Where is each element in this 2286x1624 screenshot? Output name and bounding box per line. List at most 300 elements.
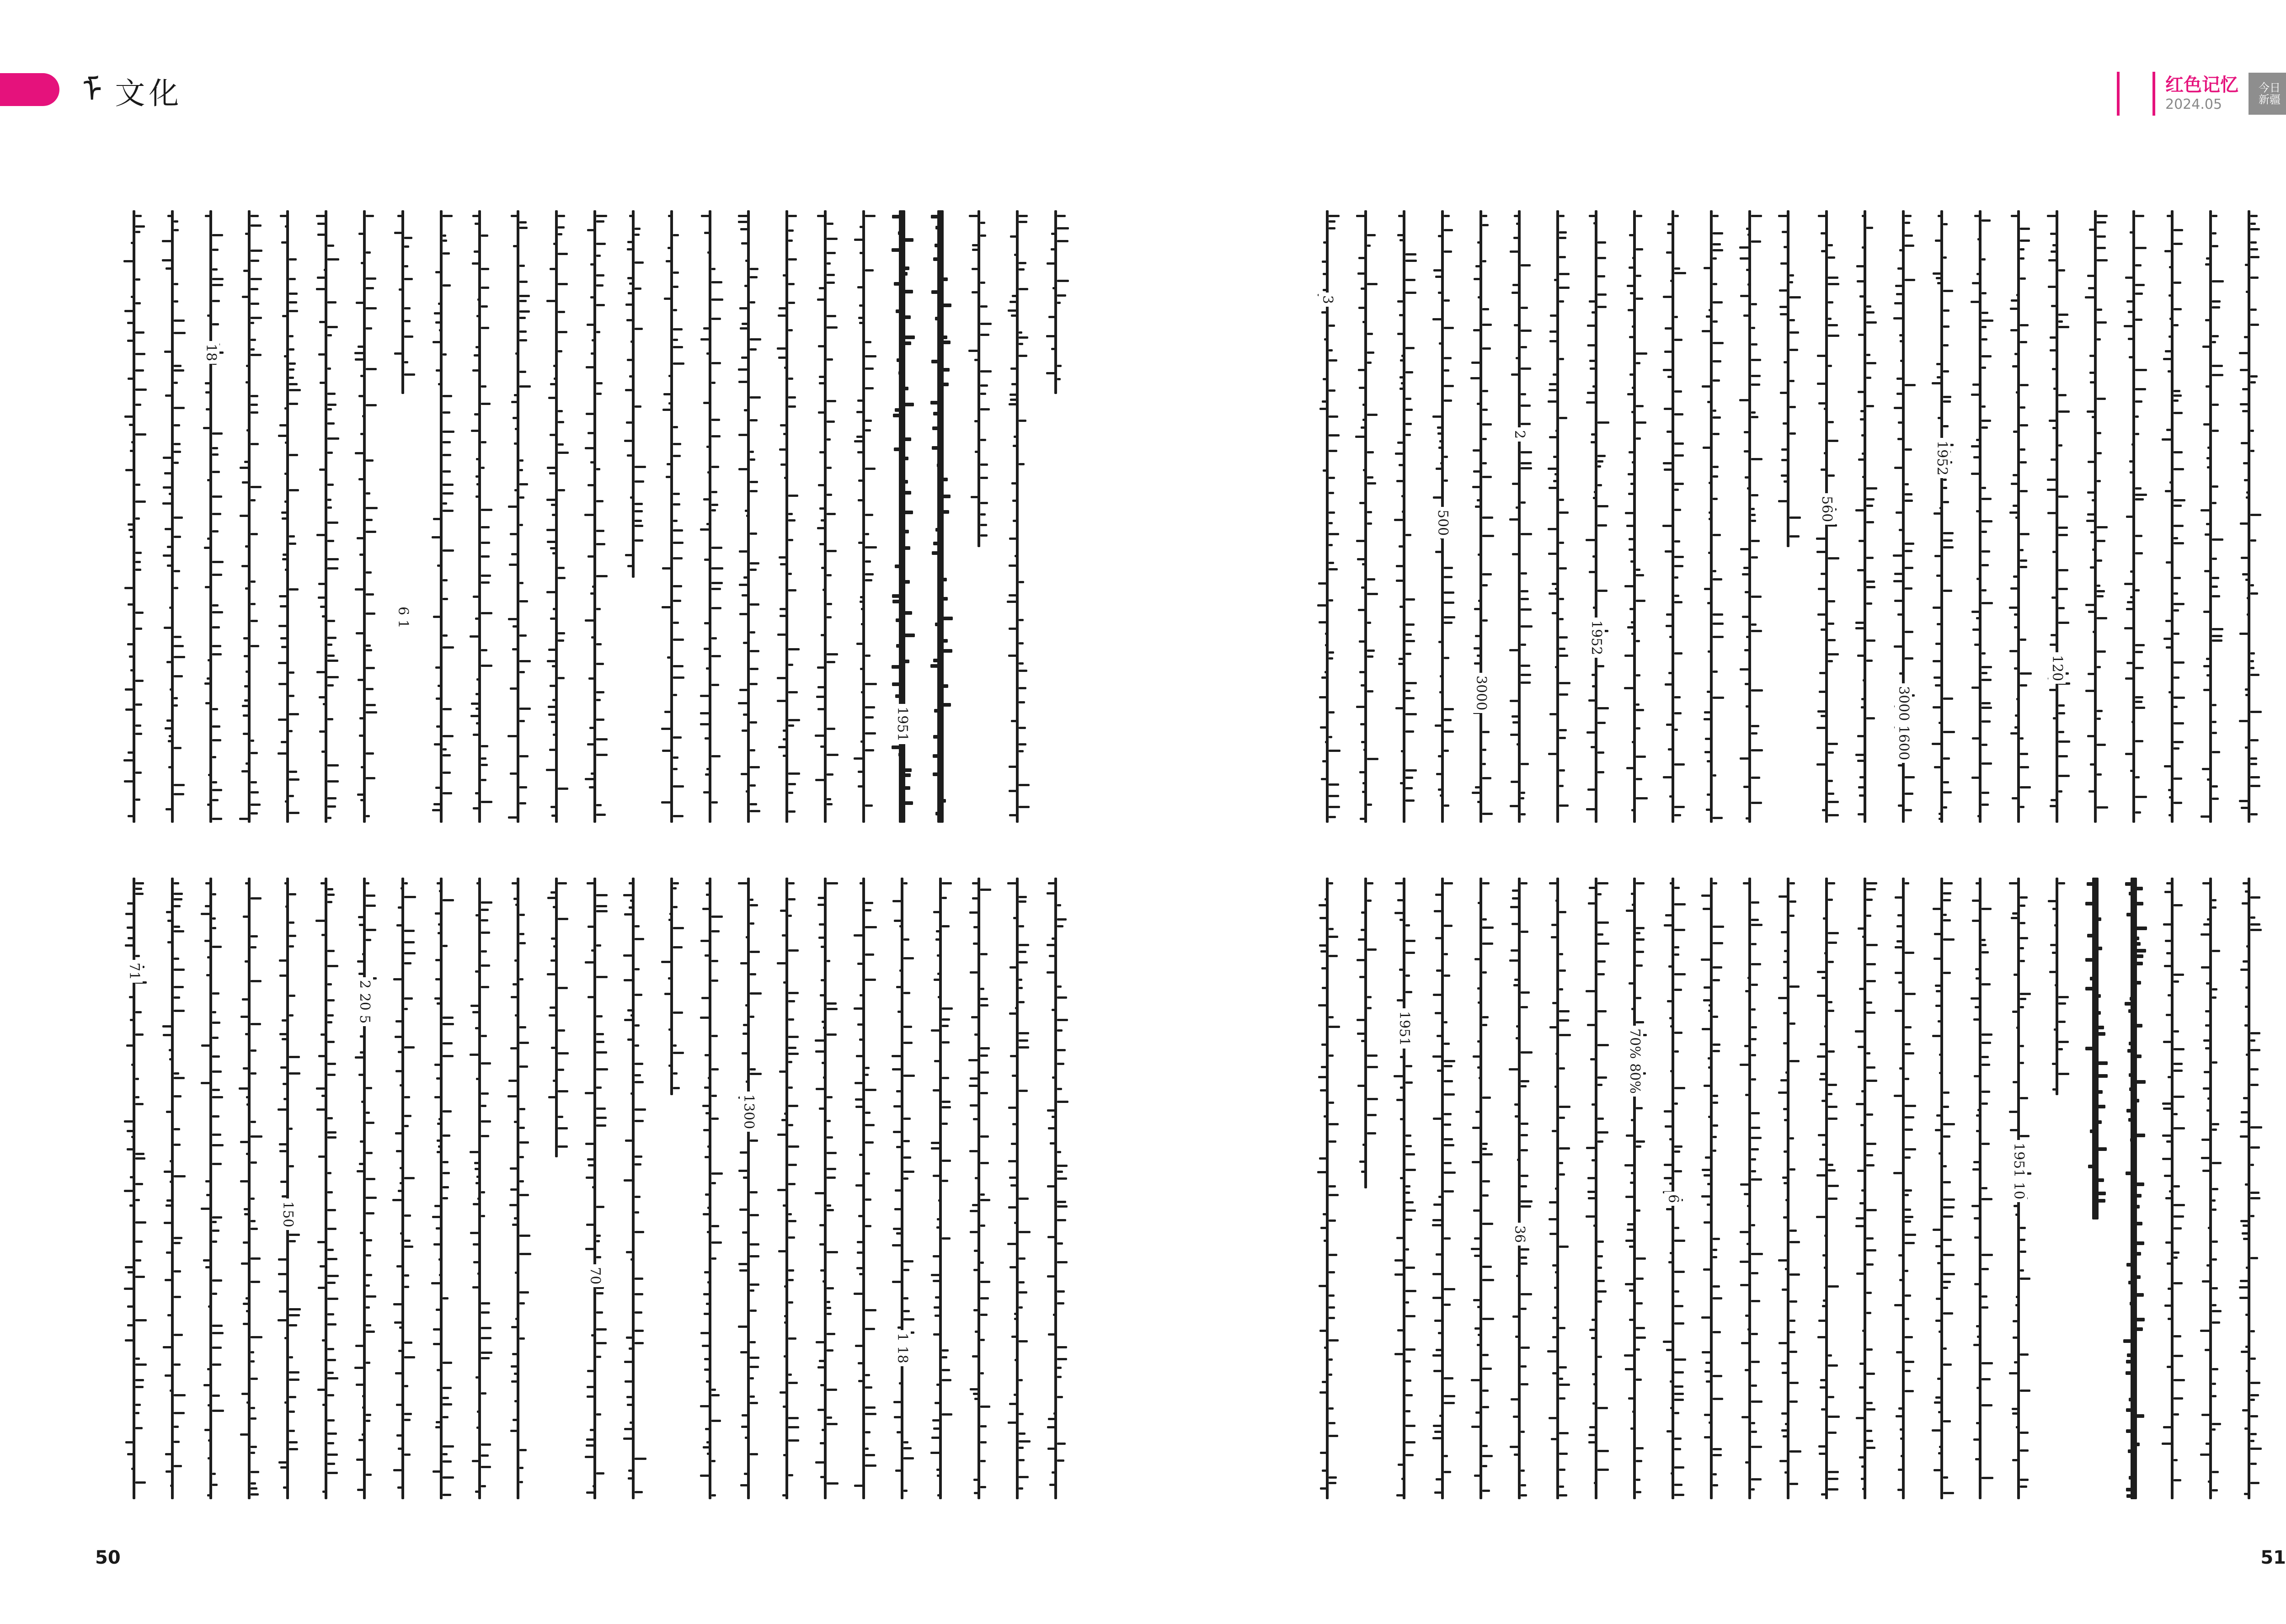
- script-tick: [817, 1409, 827, 1411]
- script-tick: [1817, 613, 1828, 616]
- script-tick: [2097, 1090, 2103, 1094]
- script-tick: [2250, 1330, 2255, 1332]
- script-tick: [1597, 1300, 1602, 1303]
- script-tick: [1361, 684, 1367, 687]
- script-tick: [251, 946, 256, 948]
- script-tick: [2212, 1428, 2216, 1431]
- script-tick: [1982, 550, 1990, 553]
- script-tick: [1667, 223, 1674, 225]
- script-tick: [1051, 248, 1057, 250]
- script-tick: [980, 1193, 985, 1196]
- script-tick: [2127, 601, 2135, 603]
- script-tick: [174, 930, 184, 932]
- script-tick: [2239, 1297, 2250, 1299]
- script-tick: [404, 1125, 409, 1127]
- script-tick: [1745, 1315, 1751, 1317]
- script-tick: [1895, 896, 1905, 899]
- script-tick: [1778, 1259, 1789, 1262]
- script-tick: [1893, 317, 1905, 319]
- script-tick: [2097, 215, 2108, 217]
- script-tick: [174, 926, 180, 928]
- script-tick: [514, 489, 519, 491]
- script-tick: [1856, 1103, 1866, 1105]
- script-tick: [903, 457, 908, 460]
- script-tick: [788, 792, 793, 794]
- script-tick: [1828, 318, 1832, 320]
- script-tick: [174, 1072, 179, 1075]
- script-tick: [1905, 809, 1912, 811]
- script-tick: [1713, 410, 1716, 412]
- script-tick: [788, 215, 797, 217]
- script-tick: [1444, 1021, 1447, 1023]
- script-tick: [1821, 715, 1828, 717]
- script-tick: [903, 786, 910, 790]
- inline-number: 18: [202, 341, 219, 364]
- script-tick: [2092, 548, 2097, 551]
- script-tick: [289, 935, 296, 937]
- script-tick: [2168, 1318, 2174, 1320]
- script-tick: [2174, 1282, 2183, 1284]
- script-tick: [2135, 926, 2147, 930]
- script-tick: [2097, 432, 2101, 434]
- script-tick: [2135, 811, 2141, 814]
- script-tick: [1939, 818, 1943, 820]
- script-tick: [1405, 371, 1413, 373]
- script-tick: [2202, 768, 2212, 770]
- script-tick: [283, 1098, 289, 1100]
- script-tick: [859, 304, 865, 307]
- script-tick: [1587, 1177, 1597, 1179]
- script-tick: [127, 1148, 135, 1150]
- script-tick: [127, 1324, 135, 1326]
- script-tick: [206, 1194, 212, 1196]
- script-tick: [975, 451, 980, 453]
- script-tick: [635, 1063, 643, 1065]
- script-tick: [2097, 259, 2108, 261]
- script-tick: [700, 338, 711, 341]
- script-tick: [2174, 1479, 2181, 1481]
- script-tick: [892, 1244, 903, 1246]
- script-tick: [1516, 1025, 1521, 1028]
- script-tick: [511, 1380, 519, 1383]
- script-tick: [1739, 399, 1751, 401]
- script-tick: [283, 554, 289, 556]
- script-tick: [892, 665, 903, 669]
- script-tick: [2247, 597, 2250, 599]
- script-tick: [251, 260, 259, 262]
- script-tick: [1828, 1118, 1837, 1120]
- script-tick: [1014, 1394, 1019, 1396]
- script-tick: [135, 1199, 140, 1201]
- script-tick: [1444, 479, 1448, 482]
- script-tick: [1559, 358, 1564, 360]
- script-tick: [1976, 510, 1982, 512]
- script-tick: [2212, 430, 2219, 432]
- script-tick: [244, 461, 251, 463]
- script-tick: [204, 1429, 212, 1431]
- script-tick: [1019, 420, 1026, 422]
- script-tick: [1665, 550, 1674, 553]
- script-tick: [327, 684, 334, 687]
- script-tick: [327, 1419, 335, 1422]
- script-tick: [278, 625, 289, 627]
- script-tick: [319, 730, 327, 733]
- script-tick: [212, 725, 220, 728]
- script-tick: [739, 550, 750, 553]
- script-tick: [174, 969, 185, 971]
- script-tick: [1514, 979, 1521, 981]
- script-tick: [1319, 1157, 1329, 1160]
- script-tick: [135, 215, 142, 217]
- script-tick: [738, 882, 750, 884]
- script-tick: [934, 1306, 942, 1309]
- script-tick: [934, 709, 942, 713]
- script-tick: [2174, 1070, 2183, 1072]
- script-tick: [892, 1055, 903, 1057]
- script-tick: [2240, 403, 2250, 405]
- script-tick: [1359, 771, 1367, 773]
- script-tick: [1751, 1300, 1760, 1302]
- script-tick: [366, 649, 372, 651]
- script-tick: [1057, 1101, 1068, 1103]
- script-tick: [1477, 1306, 1482, 1308]
- script-tick: [2250, 1463, 2257, 1465]
- script-tick: [827, 252, 836, 254]
- script-tick: [1053, 1314, 1057, 1316]
- script-tick: [1818, 1320, 1828, 1322]
- script-tick: [903, 1118, 911, 1120]
- script-tick: [1363, 749, 1367, 751]
- script-tick: [1866, 305, 1871, 308]
- script-tick: [1713, 1256, 1717, 1258]
- script-tick: [1862, 453, 1866, 455]
- script-tick: [707, 1231, 711, 1233]
- script-tick: [1548, 468, 1559, 470]
- script-tick: [1828, 1001, 1832, 1003]
- script-tick: [1482, 926, 1494, 929]
- script-tick: [1905, 1220, 1911, 1223]
- script-tick: [1943, 532, 1954, 534]
- script-tick: [212, 1410, 224, 1412]
- script-tick: [240, 1180, 251, 1182]
- script-tick: [2245, 1314, 2250, 1316]
- script-tick: [2097, 247, 2106, 249]
- script-tick: [2058, 534, 2068, 536]
- script-tick: [635, 1120, 644, 1122]
- script-tick: [1405, 398, 1411, 400]
- script-tick: [635, 466, 646, 468]
- script-tick: [1937, 376, 1943, 378]
- script-tick: [788, 1374, 792, 1376]
- script-tick: [1051, 233, 1057, 235]
- script-tick: [1821, 469, 1828, 471]
- script-tick: [856, 436, 865, 438]
- script-tick: [327, 408, 332, 410]
- script-tick: [1937, 623, 1943, 625]
- script-tick: [438, 685, 443, 687]
- script-tick: [865, 215, 876, 217]
- script-tick: [519, 496, 524, 499]
- script-tick: [280, 605, 289, 607]
- script-tick: [1938, 1452, 1943, 1454]
- script-tick: [1587, 1191, 1597, 1193]
- script-tick: [1014, 436, 1019, 438]
- script-tick: [1597, 1118, 1604, 1120]
- script-tick: [2212, 732, 2217, 734]
- script-tick: [1747, 283, 1751, 286]
- script-tick: [1400, 782, 1405, 784]
- script-tick: [1905, 234, 1913, 237]
- script-tick: [322, 1491, 327, 1493]
- script-tick: [519, 265, 525, 267]
- script-tick: [1014, 254, 1019, 256]
- script-tick: [898, 753, 903, 756]
- script-tick: [395, 1036, 404, 1038]
- script-tick: [2130, 471, 2135, 474]
- script-tick: [1939, 1331, 1943, 1333]
- script-tick: [1819, 1158, 1828, 1161]
- script-tick: [164, 1171, 174, 1173]
- script-tick: [1713, 613, 1723, 616]
- script-tick: [1740, 1231, 1751, 1233]
- script-tick: [1521, 797, 1524, 799]
- script-tick: [1329, 1254, 1337, 1256]
- script-tick: [1474, 278, 1482, 280]
- script-tick: [1396, 565, 1405, 567]
- text-column-left-bottom: [123, 878, 1084, 1518]
- script-tick: [289, 301, 297, 304]
- script-tick: [2135, 1222, 2142, 1225]
- script-tick: [1482, 584, 1488, 586]
- script-tick: [1667, 232, 1674, 234]
- script-tick: [1905, 1209, 1911, 1211]
- script-tick: [1439, 440, 1444, 442]
- script-tick: [704, 232, 711, 234]
- script-tick: [2174, 1030, 2179, 1033]
- script-tick: [212, 1089, 220, 1091]
- script-tick: [1559, 1384, 1570, 1386]
- script-tick: [327, 1298, 338, 1300]
- script-tick: [1512, 897, 1521, 900]
- script-tick: [1943, 731, 1955, 733]
- script-tick: [1521, 1175, 1528, 1177]
- script-tick: [1473, 1209, 1482, 1212]
- script-tick: [933, 1427, 942, 1430]
- script-tick: [1509, 1068, 1521, 1070]
- script-tick: [1708, 1066, 1713, 1069]
- script-tick: [898, 371, 903, 375]
- inline-number: 1951: [893, 704, 911, 744]
- script-tick: [1636, 352, 1647, 355]
- script-tick: [635, 1163, 641, 1166]
- script-tick: [2250, 1084, 2259, 1086]
- script-tick: [935, 244, 942, 247]
- script-tick: [1329, 1339, 1339, 1342]
- script-tick: [1012, 1123, 1019, 1125]
- script-tick: [1405, 1301, 1409, 1304]
- script-tick: [1866, 899, 1873, 901]
- script-tick: [552, 552, 558, 554]
- script-tick: [1405, 634, 1412, 636]
- script-tick: [2020, 559, 2027, 562]
- script-tick: [750, 766, 760, 768]
- script-tick: [1019, 1281, 1025, 1283]
- script-stroke: [632, 878, 635, 1499]
- script-tick: [635, 1293, 643, 1295]
- script-tick: [2009, 882, 2020, 884]
- script-tick: [1625, 1368, 1636, 1370]
- script-stroke: [171, 210, 174, 823]
- script-tick: [1474, 1255, 1482, 1257]
- script-tick: [1855, 509, 1866, 511]
- script-tick: [2088, 790, 2097, 793]
- script-tick: [673, 756, 678, 759]
- script-tick: [750, 1357, 759, 1359]
- script-tick: [932, 426, 942, 430]
- script-tick: [2207, 466, 2212, 469]
- script-tick: [1858, 334, 1866, 336]
- script-tick: [1905, 1294, 1911, 1297]
- script-tick: [2174, 1459, 2178, 1461]
- script-tick: [1896, 925, 1905, 927]
- script-stroke: [2094, 210, 2097, 823]
- script-tick: [1789, 1060, 1800, 1062]
- script-tick: [1329, 1422, 1335, 1424]
- script-tick: [1015, 1359, 1019, 1361]
- script-tick: [980, 1092, 988, 1094]
- script-tick: [1057, 1367, 1062, 1369]
- script-tick: [779, 448, 788, 451]
- script-tick: [784, 1355, 788, 1358]
- script-tick: [355, 1345, 366, 1347]
- script-tick: [135, 1011, 142, 1013]
- script-tick: [777, 962, 788, 964]
- script-tick: [519, 1026, 526, 1028]
- script-tick: [1587, 325, 1597, 327]
- script-tick: [1521, 625, 1533, 628]
- script-tick: [931, 1437, 942, 1439]
- script-tick: [207, 804, 212, 806]
- script-tick: [366, 507, 378, 509]
- script-tick: [596, 1328, 607, 1331]
- script-tick: [327, 805, 336, 808]
- script-tick: [938, 729, 942, 732]
- script-tick: [439, 329, 443, 331]
- script-tick: [163, 457, 174, 459]
- script-tick: [2240, 1135, 2250, 1138]
- script-tick: [2135, 388, 2146, 390]
- script-tick: [321, 1095, 327, 1097]
- script-tick: [1816, 763, 1828, 766]
- script-tick: [1444, 1471, 1451, 1473]
- script-tick: [1702, 1169, 1713, 1171]
- script-tick: [932, 446, 942, 450]
- script-tick: [596, 1041, 604, 1043]
- script-tick: [1937, 1262, 1943, 1264]
- script-tick: [327, 422, 335, 425]
- script-tick: [1828, 244, 1833, 246]
- script-tick: [1674, 1290, 1679, 1293]
- script-tick: [865, 1089, 876, 1091]
- script-tick: [1636, 1209, 1640, 1212]
- script-tick: [1751, 240, 1761, 243]
- script-tick: [1828, 440, 1838, 442]
- script-tick: [135, 353, 145, 355]
- script-tick: [2097, 617, 2107, 619]
- script-tick: [551, 1047, 558, 1049]
- script-tick: [2089, 229, 2097, 231]
- script-tick: [1943, 1420, 1951, 1422]
- script-tick: [1361, 426, 1367, 429]
- script-tick: [1057, 1346, 1067, 1348]
- script-tick: [702, 1105, 711, 1107]
- script-tick: [628, 1477, 635, 1480]
- script-tick: [740, 962, 750, 964]
- script-tick: [206, 974, 212, 976]
- script-tick: [1858, 813, 1866, 815]
- script-tick: [366, 1178, 375, 1180]
- script-tick: [1470, 377, 1482, 379]
- script-tick: [1552, 1317, 1559, 1319]
- script-tick: [398, 1190, 404, 1192]
- script-tick: [1471, 1379, 1482, 1381]
- script-tick: [212, 268, 218, 271]
- script-tick: [289, 921, 294, 924]
- script-tick: [327, 452, 333, 454]
- script-tick: [472, 262, 481, 265]
- script-tick: [519, 802, 526, 804]
- script-tick: [827, 1251, 838, 1253]
- script-tick: [558, 421, 564, 423]
- script-tick: [1624, 1164, 1636, 1166]
- script-tick: [212, 645, 221, 647]
- script-tick: [2135, 589, 2140, 591]
- script-tick: [1047, 1236, 1057, 1238]
- script-tick: [711, 1494, 716, 1496]
- script-tick: [1938, 417, 1943, 419]
- script-tick: [1405, 1134, 1411, 1137]
- script-tick: [206, 408, 212, 410]
- script-tick: [2174, 1127, 2185, 1129]
- script-tick: [2049, 420, 2058, 422]
- script-tick: [1668, 672, 1674, 674]
- script-tick: [558, 253, 568, 255]
- script-tick: [1444, 1162, 1452, 1164]
- script-tick: [558, 1127, 568, 1129]
- script-tick: [1899, 1067, 1905, 1070]
- script-tick: [596, 1117, 607, 1119]
- script-tick: [1405, 534, 1411, 536]
- script-tick: [1521, 598, 1529, 600]
- script-tick: [2240, 369, 2250, 371]
- script-tick: [2097, 917, 2101, 921]
- script-tick: [477, 1411, 481, 1413]
- script-tick: [1019, 701, 1025, 703]
- script-tick: [359, 717, 366, 719]
- script-tick: [788, 1086, 793, 1089]
- script-tick: [174, 793, 184, 795]
- script-tick: [1396, 1099, 1405, 1101]
- script-tick: [1592, 685, 1597, 687]
- script-tick: [1629, 451, 1636, 453]
- script-tick: [2212, 538, 2223, 541]
- script-tick: [317, 1241, 327, 1243]
- script-tick: [1747, 1243, 1751, 1245]
- script-tick: [588, 996, 596, 998]
- script-tick: [558, 410, 563, 412]
- script-tick: [1977, 238, 1982, 240]
- script-tick: [1828, 623, 1834, 625]
